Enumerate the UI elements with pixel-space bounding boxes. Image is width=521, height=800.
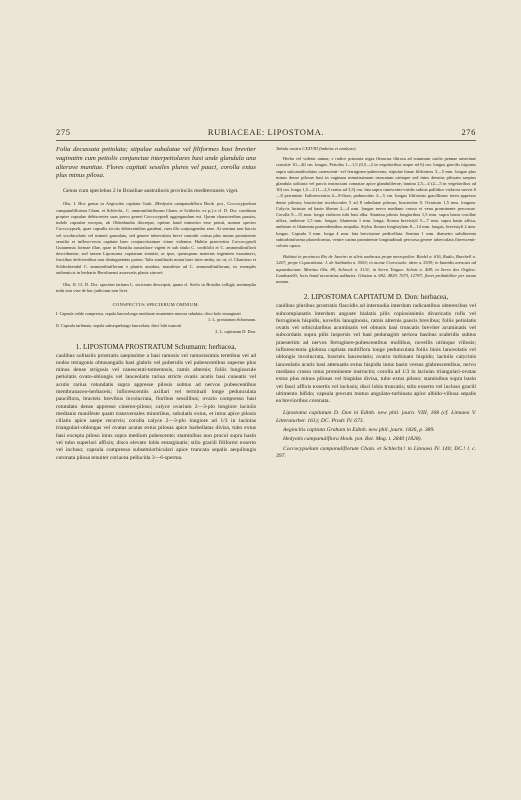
key-result-2: 2. L. capitatum D. Don. <box>215 328 256 334</box>
habitat: Habitat in provincia Rio de Janeiro in silvis umbrosis prope metropolim: Riedel n. 616, Rudio, Burchell n. 1267; prope Copacabana: J. de Saldanha n. 5503; in monte Corcovado: idem n. 5539; in humidis arenosis ad aquaeductum: Martius Obs. 89, Schrock n. 3131; in Serra Tingua: Schott n. 408; in Serra dos Orgãos: Lunduzzelli; locis haud accuratius adductis: Glaziou n. 692, 4829, 7673, 12787; floret probabiliter per totum annum. <box>276 254 476 285</box>
species-1-heading: 1. LIPOSTOMA PROSTRATUM Schumann: herbacea, <box>75 342 237 351</box>
synonym-3: Hedyotis campanuliflora Hook. pot. Bot. Mag. t. 2840 (1828). <box>283 436 422 443</box>
right-column <box>276 146 476 460</box>
plate-reference: Tabula nostra CXXVIII (habitus et analysis). <box>276 146 357 151</box>
species-2-description: caulibus pluribus prostratis flaccidis ad internodia interdum radicantibus obterecibus vel subcompianatis interdum anguste bialatis pilis copiosissimis divaricatis rufis vel ferrugineis hispidis, novellis lanuginosis, ramis alternis paucis brevibus; foliis petiolatis ovatis vel orbicularibus acuminatis vel obtusis basi truncatis breviter acuminatis vel subcordatis supra pilis inspersis vel basi pedunagim sericea basibus scabridis subtus praesertim ad nervos ferrugineo-pubescentibus mollibus, novellis utrinque villosis; inflorescentia globosa capitata multiflora longe pedunculata foliis binis lanceolatis vel oblongis involucrata, bracteis lanceolatis; ovario turbinato hispido; laciniis calycinis lanceolatis acutis basi attenuatis extus hispidis intus basin versus glabrescentibus, nervo mediano crasso intus prominente instructis; corolla ad 1/3 in lacinias triangulari-ovatas extus plus minus pilosas vel hispidas divisa, tubo extus piloso; staminibus supra basin vel fauci affixis exsertis vel inclusis; disci lobis truncatis; stilo exserto vel incluso gracili ultimento bifido; capsula precum mutuo angulato-turbinata apice albido-villosa sepalis ea brevioribus coronata. <box>276 303 476 405</box>
key-lead-1: I. Capsula valde compressa, sepala lanceolongo medianto munientes minora subulata, disci bolo emarginati <box>56 311 241 317</box>
genus-distribution: Genus cum speciebus 2 in Brasiliae australioris provinciis mediterraneis viget. <box>63 188 239 195</box>
key-result-1: 1. L. prostratum Schumann. <box>208 317 256 323</box>
header-rule <box>56 140 476 141</box>
key-title: CONSPECTUS SPECIERUM OMNIUM. <box>112 302 200 308</box>
observation-2: Obs. II. Cl. D. Dcr. speciem tertiam L. sericeum descripsit, quam cl. Seelo in Brasilia colligit; meimeplia mihi non vise de hac judicium non licet. <box>56 281 256 294</box>
page-number-right: 276 <box>461 127 476 137</box>
page-number-left: 275 <box>56 127 71 137</box>
key-lead-2: II. Capsula turbinata, sepala subsequelongo lanceolata, disci lobi truncati <box>56 322 182 328</box>
synonym-4: Coccocypselum campanuliflorum Cham. et Schlecht.! in Linnaea IV. 140; DC.! l. c. 397. <box>276 445 476 459</box>
genus-intro: Folia decussata petiolata; stipulae subulatae vel filiformes basi breviter vaginatim cum petiolis conjunctae interpetiolares basi unde glandula una alterave munitae. Flores capitati sessiles plures vel pauci, corolla extus plus minus pilosa. <box>56 146 256 180</box>
species-key <box>56 311 256 334</box>
synonym-1: Lipostoma capitatum D. Don in Edinb. new phil. journ. VIII, 168 (cf. Linnaea V. Litteraturber. 161); DC. Prodr. IV. 673. <box>276 410 476 424</box>
synonym-2: Aegincitis capitata Graham in Edinb. new phil. journ. 1826, p. 389. <box>283 427 435 434</box>
observation-1: Obs. I. Hoc genus in Aegiocitis capitata Grah. (Hedyotis campanuliflora Hook. pot., Coccocypselum campanuliflorum Cham. et Schlecht., C. amnomiliniflorum Cham. et Schlecht. ex p.) e cl. D. Dcr. conditum propter capsulae dehiscentes suas parvo generi Coccocypseli aggregandum est. Quum characteribus passim, indole capsulae excepta, ab Oldenlandia discrepat, optime haud immerito esse potuit, numen species Coccocypseli, quae capsulis sicciis dehiscentibus gaudent, cum illo conjungendas esse. At semina non baccis vel scrobiculatis vel minute granulata, sed genere tuberculato brevi contrahi curtua plus minus prominente sessilia et inflexo-recta capitata haec conjunctissimae vitare videntur. Habitu praecertim Coccocypseli Guianensis formae illae, quae in Brasilia australiore vigent et sub titulo C. cordifolii et C. amnomiliniflorii describuntur, sed tamen Lipostoma capitatum simulat, ut ipse, quemquam materias ingentem examinavi, fructibus deficientibus non distinguendas putem. Talis similitudo mutat haec inter ambo, sic ut, cl. Chamisso et Schlechtendal C. amnomiliniflorum e plantis assiduis, manifeste ad C. amnomiliniflorum, ex exemplis authenticis in herbario Berolinensi asservatis planis sincerè. <box>56 201 256 275</box>
species-2-heading: 2. LIPOSTOMA CAPITATUM D. Don: herbacea, <box>303 293 449 302</box>
species-1-description: caulibus solitariis prostratis saepissime a basi ramosis vel ramosissimis teretibus vel ad nodos tetragonis obtusangulis basi glabris vel puberulis vel pubescentibus superne plus minus dense strigosis vel canescenti-tomentosis, ramis alternis; foliis longiuscule petiolatis ovato-oblongis vel lanceolatis rariua stricte ovatis acutis basi cuneatis vel acutis rariua rotundatis supra appresse pilosis subtus ad nervos pubescentibus membranaceo-herbaceis; inflorescentiis axillari vel terminali longe pedunculata pauciflora, bracteis brevibus involucrata, floribus sessilibus; ovario compresso basi rotundato dense appresse cinereo-piloso; calyce ovarium 2—3-plo longiore laciniis medianis manifeste quam transversales minoribus, subulatis extus, et intus apice pilosis ciliatis apice saepe recurvis; corolla calyce 2—3-plo longiore ad 1/3 in lacinias triangulari-oblongas vel ovatas acutas extus pilosas apice barbellatas divisa, tubo extus basi excepta piloso intus supra medium pubescente; staminibus non procul supra basin vel tubo superiori affixis; disco elevato lobis emarginatis; stilo gracili filiformi exserto vel incluso; capsula compressa subsemiorbiculari apice truncata sepalis aequilongis coronata pilosa tenuiter coriacea pellucida 3—6-sperma. <box>56 352 256 461</box>
running-header <box>56 127 476 139</box>
left-column <box>56 146 256 462</box>
running-title: RUBIACEAE: LIPOSTOMA. <box>207 127 325 137</box>
species-1-detail: Herba vel videtur annua; e radice primaria nigra flexuosa fibrosa ad summum caulis pennae anserinae crassitie 10—40 cm. longus. Petiolus 1—1,5 (0,5—2 in vegetioribus usque ad 6) cm. longus gracilis trigonus supra subcanaliculatus canescenti- vel ferrugineo-pubescens; stipulae binae filiformes 3—5 mm. longae plus minus dense pilosae basi in vaginam minutissimam truncatam utrinque sed intus densius pilosam saepius glandula solitaria vel parcis instructam connatae apice glanduliferae; lamina 2,5—4 (2—5 in vegetioribus ad 10) cm. longa 1,5—2 (1—2,5 rarius ad 3,5) cm. lata supra canescenti-viridis subtus pallidior violacea nervis 6—8 perraneae. Inflorescentia 4—8-flora; pedunculus 3—5 cm. longus filiformis gracillimus tereu appresse dense pilosus; bracteolae involucrales 5 ad 8 subulatae pilosae, bracteolae 0. Ovarium 1,5 mm. longum. Calycis laciniae ad basin liberae 2—4 mm. longae nervo mediano crasso et vena prominente percursae. Corolla 9—15 mm. longa violacea tubi basi alba. Stamina pilosis longioribus 1,5 mm. supra basin corollae affixa, antherae 1,5 mm. longae, filamenta 1 mm. longa; florum brevistyli 5—7 mm. supra basin affixa, antherae et filamenta praecedentibus aequalia. Stylus florum longistylum 8—14 mm. longus, brevistyli 2 mm. longus. Capsula 3 mm. longa 4 mm. lata brevissime pedicellata. Semina 1 mm. diametro subdituenta subturbiniforma phaseiformta, ventre carina prominente longitudinali percursa genere tuberculata flavescenti-coloris opaca. <box>276 156 476 249</box>
